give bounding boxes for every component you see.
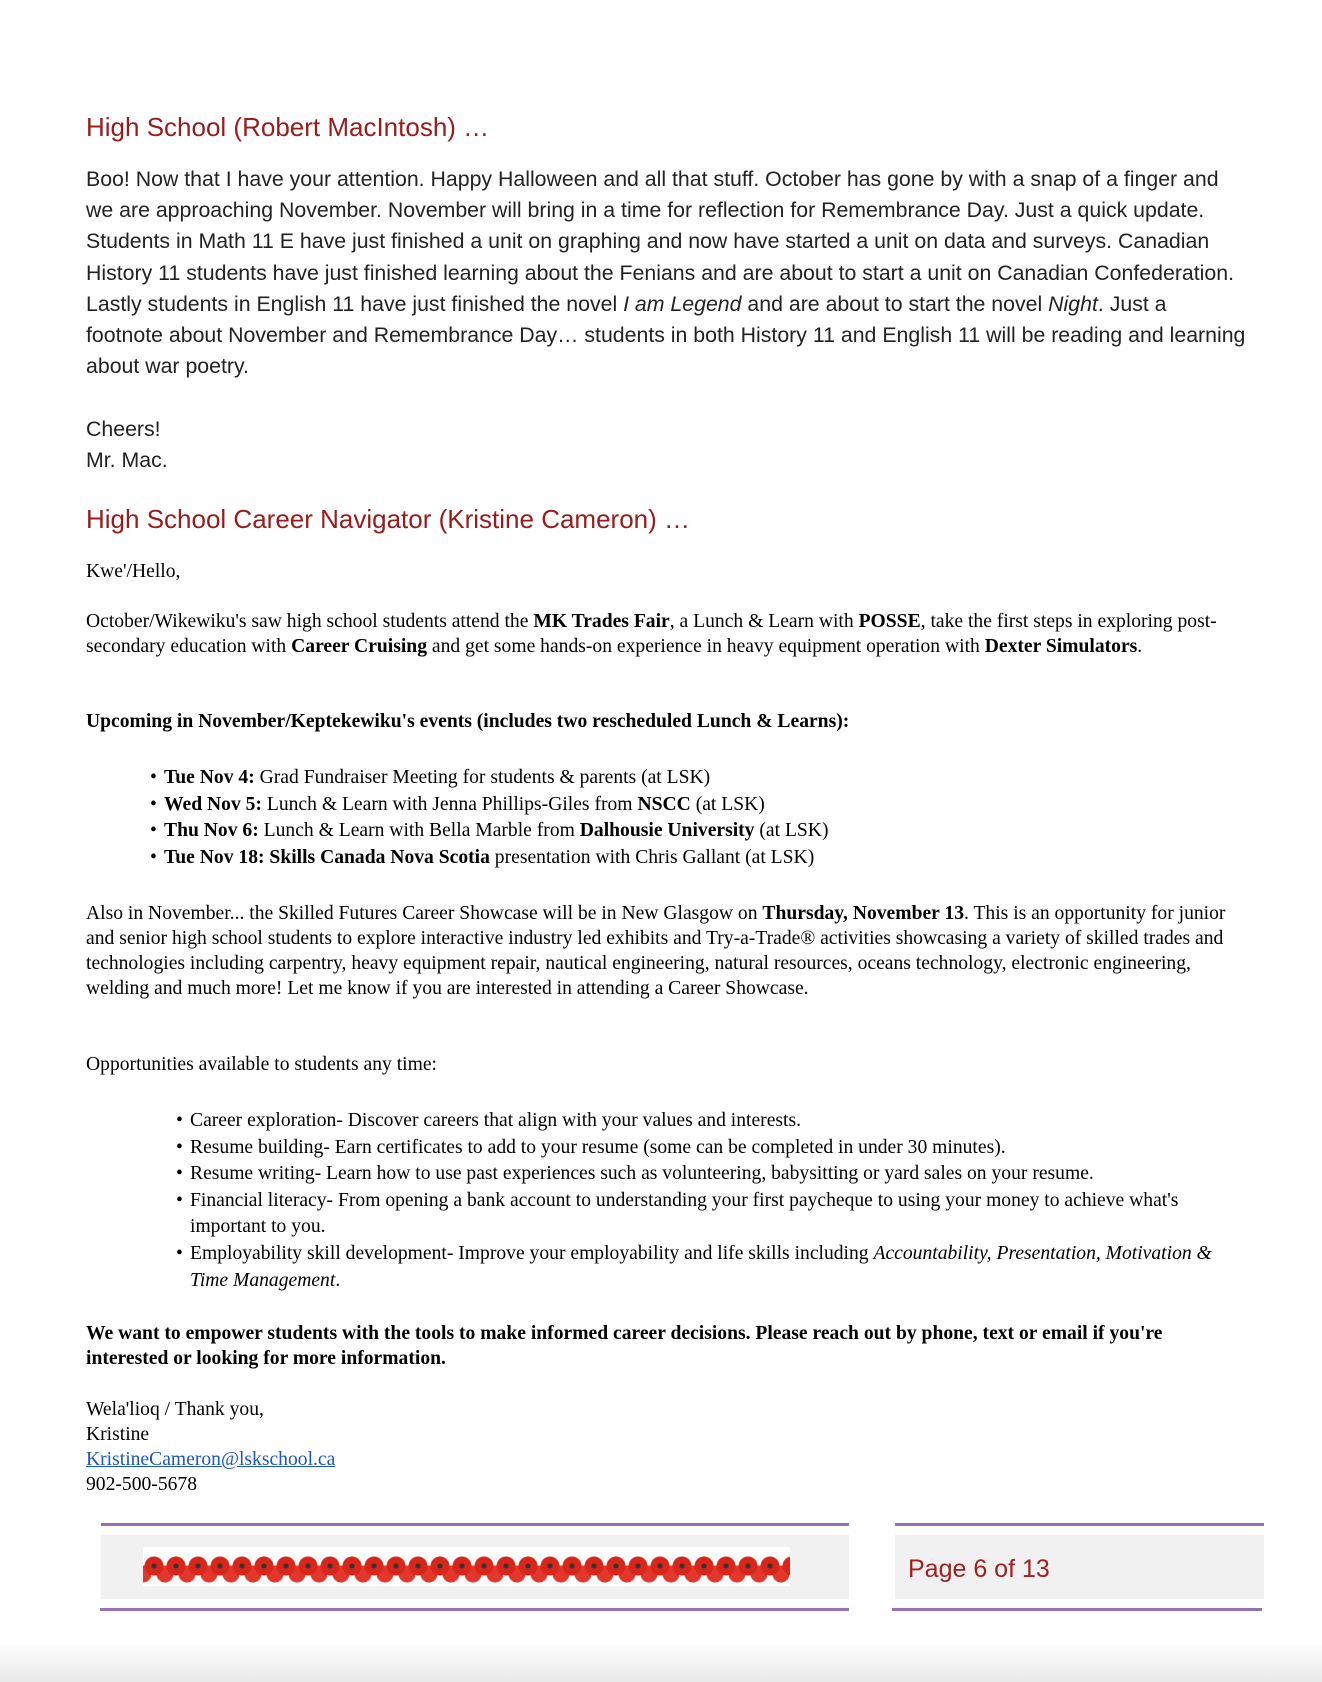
email-link[interactable]: KristineCameron@lskschool.ca: [86, 1449, 336, 1470]
text: .: [1137, 636, 1143, 657]
text: I am Legend: [623, 291, 742, 316]
signature-block: [86, 1397, 1236, 1497]
text: We want to empower students with the tools to make informed career decisions. Please reach out by phone, text or email if you're interested or looking for more information.: [86, 1323, 1163, 1369]
list-item: • Career exploration- Discover careers that align with your values and interests.: [150, 1108, 1230, 1135]
footer-divider: [895, 1523, 1264, 1526]
closing-statement: [86, 1321, 1236, 1371]
text: Employability skill development- Improve your employability and life skills including: [190, 1242, 874, 1264]
text: (at LSK): [754, 820, 829, 842]
text: Cheers!: [86, 417, 161, 441]
high-school-update: [86, 164, 1246, 382]
text: Dalhousie University: [579, 820, 755, 842]
text: Tue Nov 4:: [164, 767, 255, 788]
list-item: [150, 818, 1230, 845]
list-item: • Resume building- Earn certificates to add to your resume (some can be completed in under 30 minutes).: [150, 1135, 1230, 1162]
text: Grad Fundraiser Meeting for students & parents (at LSK): [254, 767, 711, 788]
showcase-paragraph: [86, 901, 1236, 1001]
text: Wed Nov 5:: [164, 793, 262, 815]
text: MK Trades Fair: [533, 611, 670, 632]
text: POSSE: [858, 611, 921, 632]
footer-divider: [892, 1608, 1262, 1611]
text: . This is an opportunity for junior and senior high school students to explore interactive industry led exhibits and Try-a-Trade® activities showcasing a variety of skilled trades and technologies including carpentry, heavy equipment repair, nautical engineering, natural resources, oceans technology, electronic engineering, welding and much more! Let me know if you are interested in attending a Career Showcase.: [86, 903, 1226, 999]
signoff: [86, 414, 1246, 476]
text: and are about to start the novel: [741, 291, 1049, 316]
text: .: [335, 1269, 341, 1291]
section-heading-high-school: High School (Robert MacIntosh) …: [86, 112, 490, 142]
signature: Mr. Mac.: [86, 448, 168, 473]
text: presentation with Chris Gallant (at LSK): [489, 846, 815, 868]
list-item: • Resume writing- Learn how to use past experiences such as volunteering, babysitting or yard sales on your resume.: [150, 1161, 1230, 1188]
footer-divider: [101, 1523, 849, 1526]
text: . Just a footnote about November and Remembrance Day… students in both History 11 and English 11 will be reading and learning about war poetry.: [86, 291, 1246, 379]
text: Thu Nov 6:: [164, 820, 259, 842]
text: Lunch & Learn with Bella Marble from: [258, 820, 580, 842]
text: , a Lunch & Learn with: [669, 611, 859, 632]
phone-number: 902-500-5678: [86, 1474, 198, 1495]
footer-divider: [100, 1608, 849, 1611]
october-summary: [86, 609, 1236, 659]
greeting: Kwe'/Hello,: [86, 561, 181, 582]
list-item: [150, 1241, 1230, 1294]
text: , take the first steps in exploring post-secondary education with: [86, 611, 1217, 657]
poppy-garland-image: [143, 1547, 790, 1586]
section-heading-career-navigator: High School Career Navigator (Kristine Cameron) …: [86, 504, 691, 534]
list-item: [150, 792, 1230, 819]
list-item: • Financial literacy- From opening a bank account to understanding your first paycheque to using your money to achieve what's important to you.: [150, 1188, 1230, 1241]
opportunities-heading: Opportunities available to students any time:: [86, 1054, 437, 1075]
events-list: [150, 765, 1230, 871]
text: Accountability, Presentation, Motivation & Time Management: [190, 1242, 1212, 1291]
opportunities-list: [150, 1108, 1230, 1294]
text: Dexter Simulators: [984, 636, 1138, 657]
text: Wela'lioq / Thank you,: [86, 1399, 264, 1420]
list-item: [150, 845, 1230, 872]
text: Boo! Now that I have your attention. Happy Halloween and all that stuff. October has gone by with a snap of a finger and we are approaching November. November will bring in a time for reflection for Remembrance Day. Just a quick update. Students in Math 11 E have just finished a unit on graphing and now have started a unit on data and surveys. Canadian History 11 students have just finished learning about the Fenians and are about to start a unit on Canadian Confederation. Lastly students in English 11 have just finished the novel: [86, 167, 1235, 316]
text: Upcoming in November/Keptekewiku's events (includes two rescheduled Lunch & Learns):: [86, 711, 850, 732]
text: Also in November... the Skilled Futures Career Showcase will be in New Glasgow on: [86, 903, 763, 924]
upcoming-heading: [86, 709, 1236, 734]
list-item: [150, 765, 1230, 792]
text: and get some hands-on experience in heavy equipment operation with: [427, 636, 985, 657]
text: NSCC: [637, 793, 691, 815]
page-number: Page 6 of 13: [908, 1555, 1050, 1583]
text: Kristine: [86, 1424, 150, 1445]
text: Thursday, November 13: [762, 903, 965, 924]
text: Night: [1048, 291, 1098, 316]
page-shadow: [0, 1640, 1322, 1682]
text: (at LSK): [690, 793, 765, 815]
text: Career Cruising: [291, 636, 427, 657]
text: Lunch & Learn with Jenna Phillips-Giles from: [261, 793, 638, 815]
text: Tue Nov 18: Skills Canada Nova Scotia: [164, 846, 490, 868]
text: October/Wikewiku's saw high school students attend the: [86, 611, 534, 632]
